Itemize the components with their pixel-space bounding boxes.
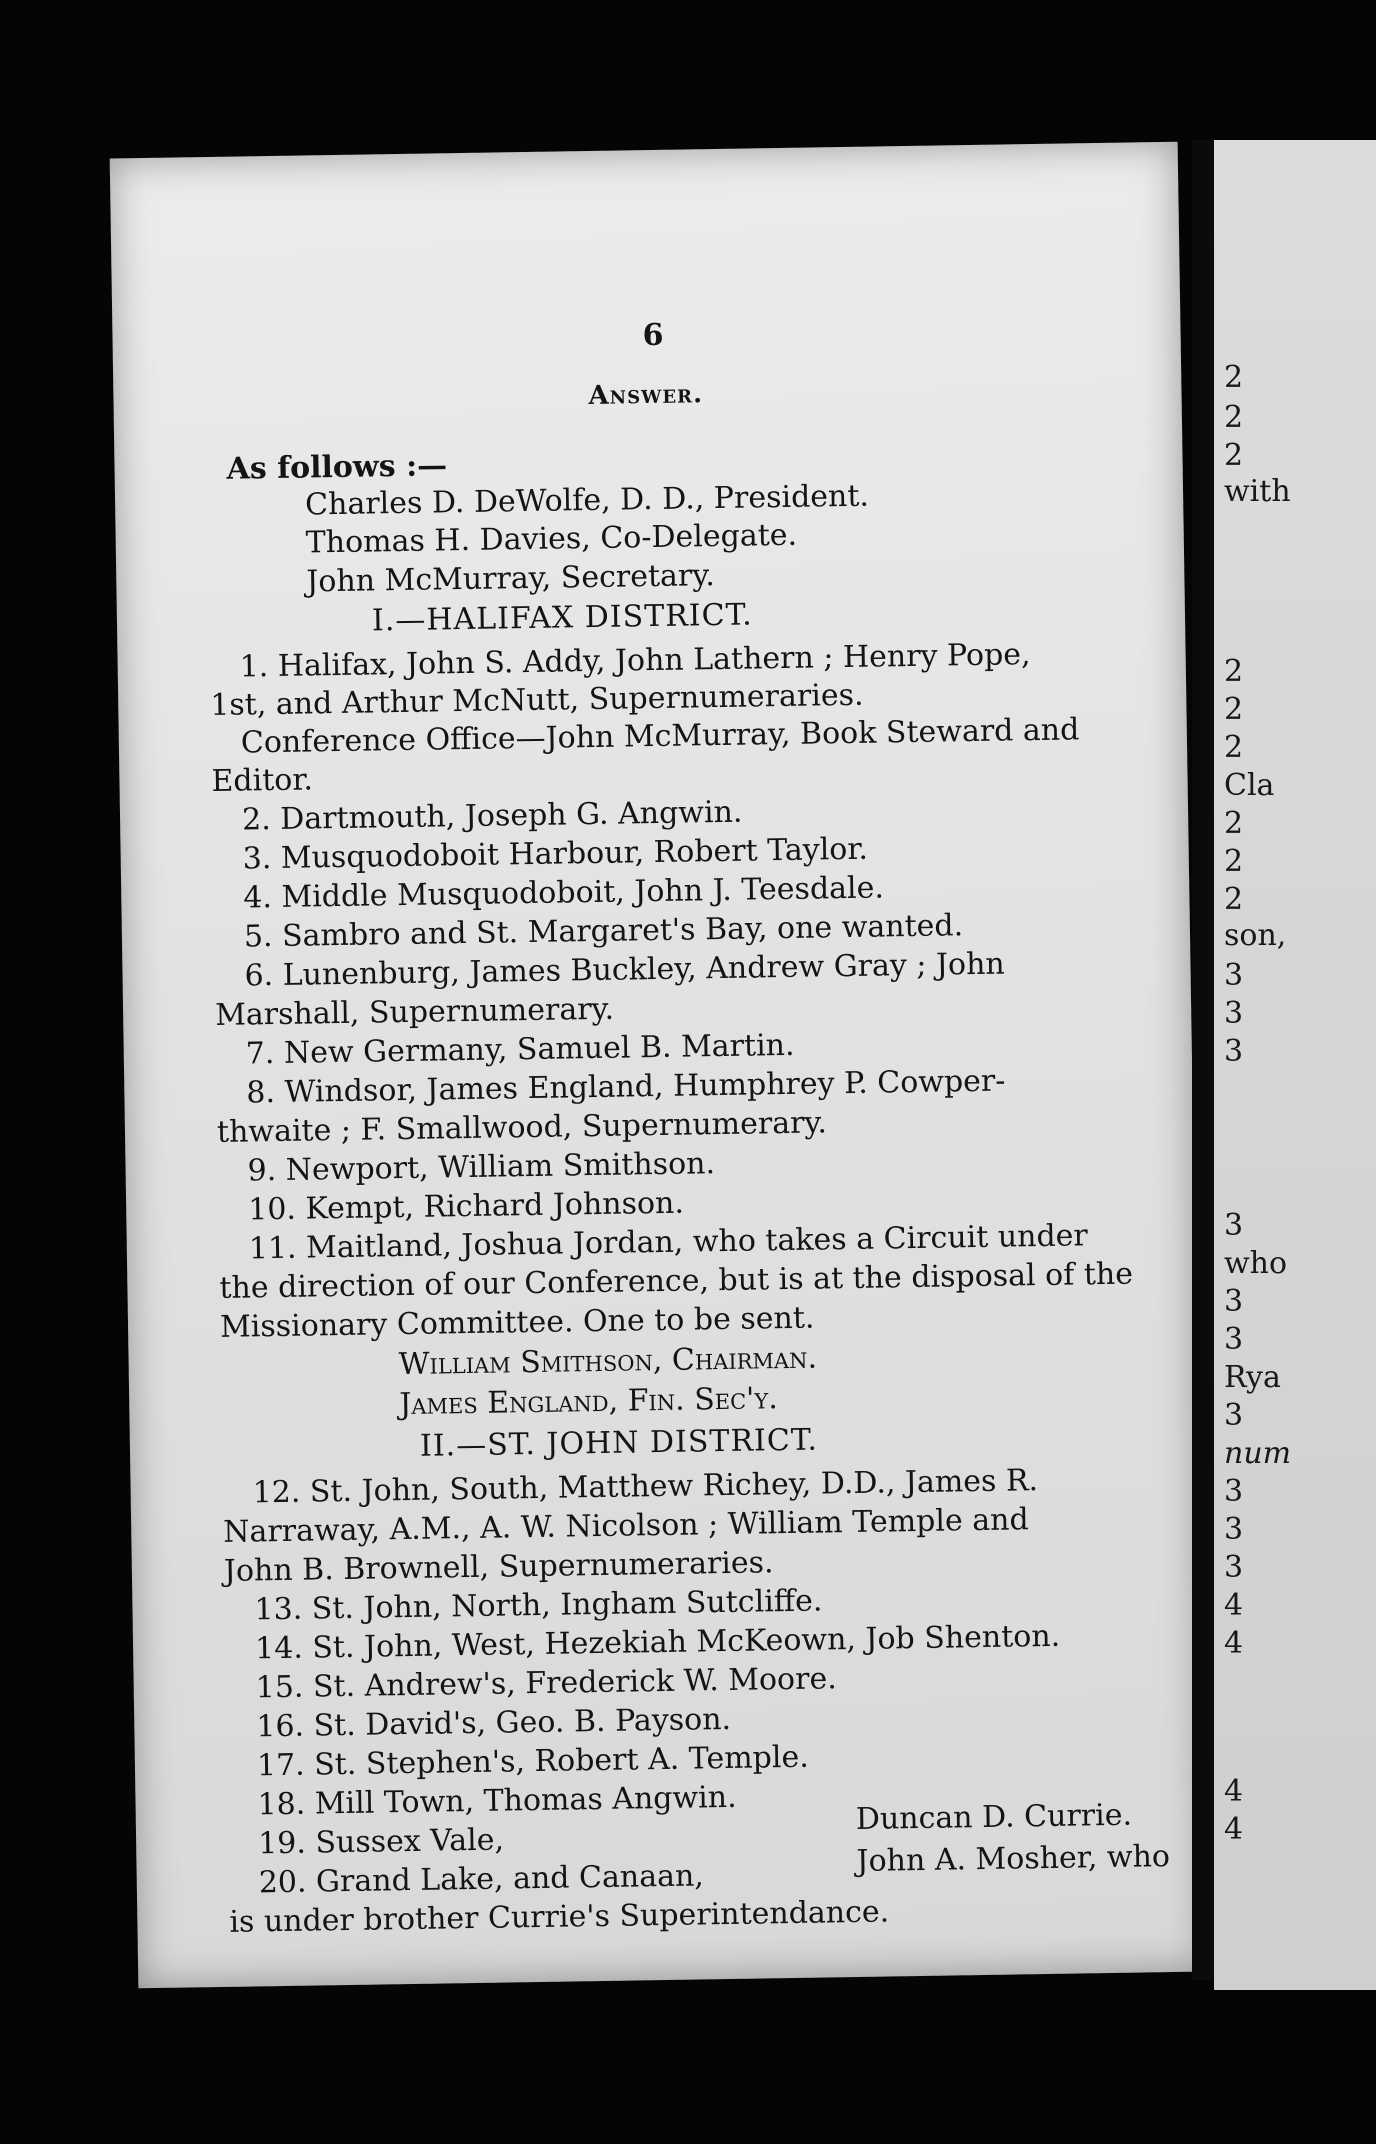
next-page-fragment: 4 <box>1224 1774 1244 1809</box>
text-line: 5. Sambro and St. Margaret's Bay, one wanted. <box>243 908 964 955</box>
next-page-fragment: 2 <box>1224 806 1244 841</box>
text-line: Narraway, A.M., A. W. Nicolson ; William Temple and <box>223 1502 1029 1550</box>
text-line: 6. Lunenburg, James Buckley, Andrew Gray ; John <box>244 946 1006 994</box>
text-line: Missionary Committee. One to be sent. <box>219 1300 815 1345</box>
next-page-fragment: 3 <box>1224 1322 1244 1357</box>
book-gutter <box>1192 140 1214 1980</box>
text-line: Charles D. DeWolfe, D. D., President. <box>304 478 870 523</box>
text-line: 11. Maitland, Joshua Jordan, who takes a Circuit under <box>248 1218 1089 1267</box>
text-line: is under brother Currie's Superintendance. <box>229 1894 890 1940</box>
signature-chairman: William Smithson, Chairman. <box>398 1340 818 1383</box>
text-line: 8. Windsor, James England, Humphrey P. Cowper- <box>246 1063 1006 1111</box>
answer-heading: Answer. <box>588 379 704 412</box>
text-line: thwaite ; F. Smallwood, Supernumerary. <box>216 1105 828 1150</box>
text-line: 1st, and Arthur McNutt, Supernumeraries. <box>210 677 864 723</box>
next-page-fragment: 3 <box>1224 1284 1244 1319</box>
next-page-fragment: 4 <box>1224 1812 1244 1847</box>
text-line: 2. Dartmouth, Joseph G. Angwin. <box>241 794 743 838</box>
text-line: 12. St. John, South, Matthew Richey, D.D., James R. <box>252 1463 1039 1511</box>
page-number: 6 <box>642 317 664 354</box>
text-line: the direction of our Conference, but is at the disposal of the <box>219 1256 1134 1306</box>
text-line: John McMurray, Secretary. <box>306 558 716 600</box>
next-page-fragment: 3 <box>1224 1208 1244 1243</box>
text-line: 19. Sussex Vale, <box>257 1822 505 1862</box>
signature-fin-sec: James England, Fin. Sec'y. <box>399 1381 779 1423</box>
text-line: 16. St. David's, Geo. B. Payson. <box>256 1701 732 1745</box>
next-page-fragment: who <box>1224 1246 1288 1281</box>
text-line: Marshall, Supernumerary. <box>214 991 615 1033</box>
text-line: As follows :— <box>226 448 448 487</box>
text-line: Conference Office—John McMurray, Book Steward and <box>240 712 1080 761</box>
next-page-fragment: 2 <box>1224 882 1244 917</box>
text-line: Editor. <box>211 762 314 799</box>
next-page-fragment: 2 <box>1224 400 1244 435</box>
next-page-fragment: with <box>1224 474 1291 509</box>
next-page-fragment: Cla <box>1224 768 1275 803</box>
next-page-fragment: 2 <box>1224 360 1244 395</box>
text-line: Duncan D. Currie. <box>855 1797 1133 1837</box>
next-page-fragment: 3 <box>1224 1512 1244 1547</box>
next-page-fragment: 3 <box>1224 958 1244 993</box>
text-line: 17. St. Stephen's, Robert A. Temple. <box>256 1739 810 1784</box>
next-page-fragment: 2 <box>1224 730 1244 765</box>
next-page-fragment: Rya <box>1224 1360 1281 1395</box>
next-page-fragment: 3 <box>1224 996 1244 1031</box>
next-page-fragment: son, <box>1224 918 1287 953</box>
next-page-fragment: 4 <box>1224 1626 1244 1661</box>
next-page-fragment: 4 <box>1224 1588 1244 1623</box>
text-line: 7. New Germany, Samuel B. Martin. <box>245 1027 795 1072</box>
next-page-fragment: 2 <box>1224 654 1244 689</box>
text-line: 1. Halifax, John S. Addy, John Lathern ; Henry Pope, <box>239 637 1031 685</box>
text-line: John A. Mosher, who <box>856 1839 1171 1879</box>
text-line: 15. St. Andrew's, Frederick W. Moore. <box>255 1661 838 1706</box>
next-page-fragment: 3 <box>1224 1034 1244 1069</box>
text-line: John B. Brownell, Supernumeraries. <box>223 1545 774 1589</box>
next-page-fragment: 2 <box>1224 844 1244 879</box>
text-line: 3. Musquodoboit Harbour, Robert Taylor. <box>242 831 869 877</box>
next-page-fragment: 3 <box>1224 1474 1244 1509</box>
next-page-fragment: 3 <box>1224 1550 1244 1585</box>
text-line: 13. St. John, North, Ingham Sutcliffe. <box>254 1583 823 1628</box>
text-line: 10. Kempt, Richard Johnson. <box>247 1185 685 1228</box>
district-heading: I.—HALIFAX DISTRICT. <box>371 597 753 639</box>
text-line: 18. Mill Town, Thomas Angwin. <box>257 1779 737 1823</box>
next-page-fragment: 2 <box>1224 438 1244 473</box>
text-line: 4. Middle Musquodoboit, John J. Teesdale. <box>243 870 885 916</box>
book-page <box>110 142 1207 1989</box>
next-page-fragment: 2 <box>1224 692 1244 727</box>
text-line: 9. Newport, William Smithson. <box>247 1146 716 1189</box>
next-page-fragment: 3 <box>1224 1398 1244 1433</box>
text-line: 20. Grand Lake, and Canaan, <box>258 1858 705 1901</box>
next-page-fragment: num <box>1224 1436 1292 1471</box>
district-heading: II.—ST. JOHN DISTRICT. <box>419 1422 819 1464</box>
text-line: 14. St. John, West, Hezekiah McKeown, Job Shenton. <box>254 1618 1061 1667</box>
text-line: Thomas H. Davies, Co-Delegate. <box>305 517 798 561</box>
adjacent-page-edge <box>1214 140 1376 1990</box>
